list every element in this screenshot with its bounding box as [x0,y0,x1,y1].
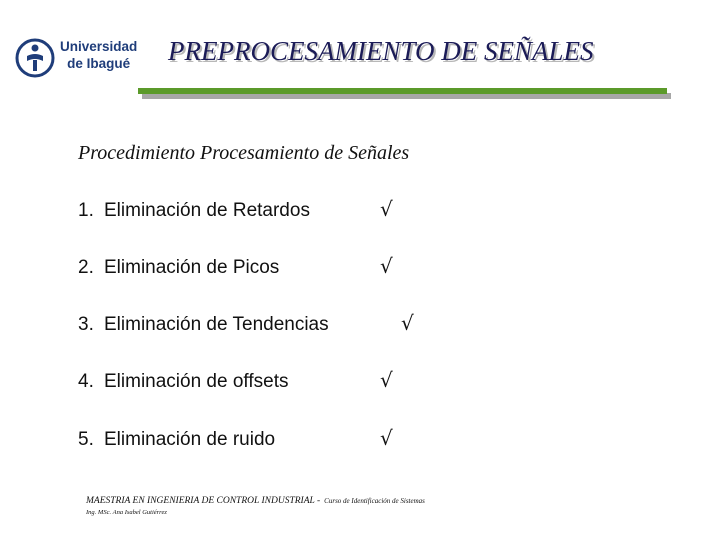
check-icon: √ [380,426,393,450]
footer-course-name: Curso de Identificación de Sistemas [324,497,425,505]
logo-text: Universidad de Ibagué [60,39,138,71]
page-title: PREPROCESAMIENTO DE SEÑALES [168,36,594,66]
check-icon: √ [380,368,393,392]
step-item-1 [78,200,310,222]
university-emblem-icon [14,38,58,78]
check-icon: √ [401,311,414,335]
check-icon: √ [380,197,393,221]
step-item-4 [78,371,288,393]
step-label: Eliminación de Retardos [104,200,310,221]
step-item-5 [78,429,275,451]
step-number: 1. [78,200,94,221]
step-item-3 [78,314,329,336]
step-item-2 [78,257,279,279]
step-number: 4. [78,371,94,392]
step-number: 3. [78,314,94,335]
section-heading: Procedimiento Procesamiento de Señales [78,142,410,164]
university-logo [14,36,136,80]
check-icon: √ [380,254,393,278]
title-underline [138,88,667,94]
footer-program-name: MAESTRIA EN INGENIERIA DE CONTROL INDUSTRIAL - [86,496,321,506]
step-label: Eliminación de ruido [104,429,276,450]
step-number: 5. [78,429,94,450]
step-label: Eliminación de Tendencias [104,314,329,335]
footer-program [86,496,425,506]
step-label: Eliminación de offsets [104,371,289,392]
step-label: Eliminación de Picos [104,257,280,278]
footer-author: Ing. MSc. Ana Isabel Gutiérrez [86,509,167,516]
step-number: 2. [78,257,94,278]
